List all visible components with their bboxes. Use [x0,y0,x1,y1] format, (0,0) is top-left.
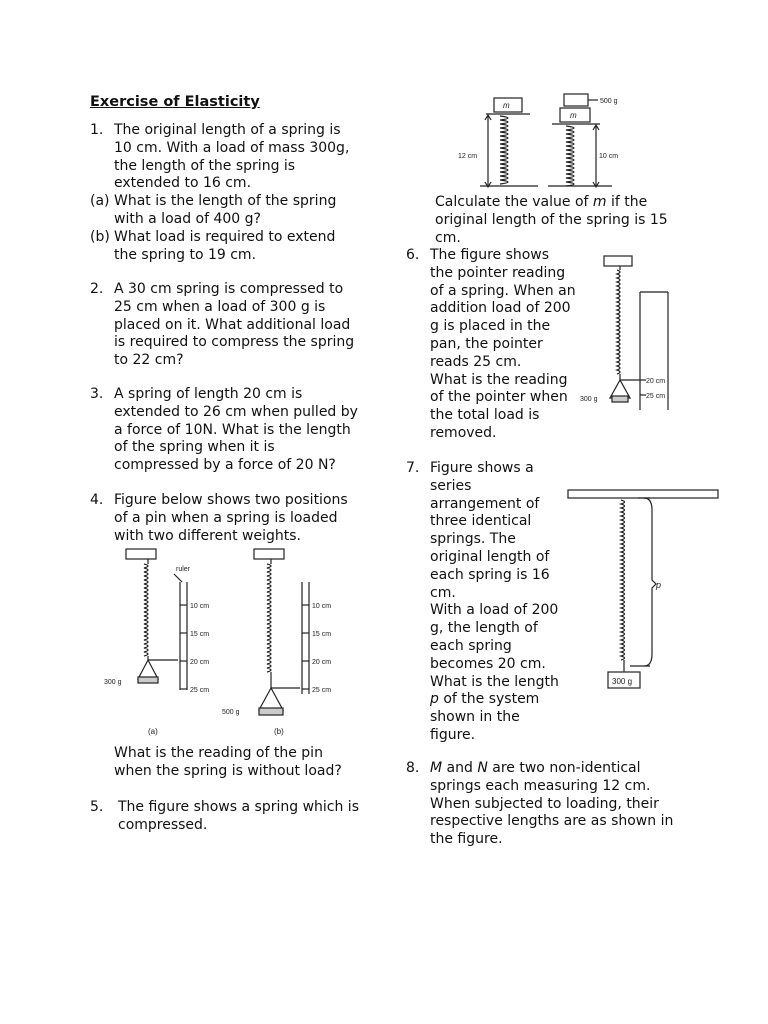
tick-label: 20 cm [646,378,666,385]
question-text: The figure shows the pointer reading of a spring. When an addition load of 200 g is placed in the pan, the pointer reads 25 cm. [430,247,576,370]
ruler-label: ruler [176,566,191,573]
caption-b: (b) [274,727,284,736]
question-text: The figure shows a spring which is compressed. [118,799,359,833]
subpart-label: (b) [90,228,110,245]
subpart-text: What load is required to extend the spring to 19 cm. [114,228,336,263]
question-number: 4. [90,492,104,508]
question-text [430,760,676,849]
prompt-text: What is the length [430,673,559,690]
load-label: 300 g [104,679,122,686]
length-label: 10 cm [599,153,619,160]
mass-label: m [570,111,577,120]
tick-label: 20 cm [190,659,210,666]
question-number: 3. [90,386,104,402]
spring [617,270,620,374]
question-number: 8. [406,760,420,776]
caption-a: (a) [148,727,158,736]
q7-figure [564,486,724,696]
spring-series [621,500,625,660]
load-label: 500 g [222,709,240,716]
tick-label: 25 cm [312,687,332,694]
spring [144,564,148,656]
question-number: 1. [90,122,104,138]
question-number: 7. [406,460,420,476]
p-label: p [656,580,662,590]
question-prompt: What is the reading of the pointer when the total load is removed. [430,371,568,441]
question-text: Figure below shows two positions of a pin when a spring is loaded with two different weights. [114,492,348,544]
question-8 [406,760,676,849]
tick-label: 10 cm [312,603,332,610]
spring [500,116,508,184]
spring [267,564,271,672]
question-5 [90,799,362,835]
question-text: With a load of 200 g, the length of each spring becomes 20 cm. [430,602,559,672]
tick-label: 25 cm [646,393,666,400]
question-3 [90,386,362,475]
spring-m-label: M [430,760,443,776]
subpart-text: What is the length of the spring with a load of 400 g? [114,193,337,227]
load-label: 300 g [612,677,633,686]
page-title: Exercise of Elasticity [90,94,260,110]
question-number: 2. [90,281,104,297]
question-text: A spring of length 20 cm is extended to 26 cm when pulled by a force of 10N. What is the length of the spring when it is compressed by a force of 20 N? [114,386,358,474]
load-label: 300 g [580,396,598,403]
text-fragment: and [442,760,478,776]
mass-label: m [503,101,510,110]
subpart-label: (a) [90,193,110,210]
q6-figure [576,250,676,420]
question-2 [90,281,362,370]
q5-figure [452,88,642,192]
question-prompt [406,674,562,745]
extra-load-label: 500 g [600,98,618,105]
question-6 [406,247,576,443]
tick-label: 25 cm [190,687,210,694]
q4-question: What is the reading of the pin when the spring is without load? [114,745,342,779]
tick-label: 10 cm [190,603,210,610]
calc-text: if the original length of the spring is 15 cm. [435,194,668,246]
question-number: 6. [406,247,420,263]
figure-b [254,549,309,715]
question-7 [406,460,562,745]
prompt-variable: p [430,691,439,708]
tick-label: 15 cm [190,631,210,638]
question-text: Figure shows a series arrangement of three identical springs. The original length of each spring is 16 cm. [430,460,550,601]
q4-figure [96,544,356,740]
spring [566,126,574,186]
tick-label: 20 cm [312,659,332,666]
question-text: The original length of a spring is 10 cm. With a load of mass 300g, the length of the spring is extended to 16 cm. [114,122,350,192]
q5-calculation [435,194,675,247]
calc-variable: m [592,194,607,210]
question-text: A 30 cm spring is compressed to 25 cm when a load of 300 g is placed on it. What additional load is required to compress the spring to 22 cm? [114,281,355,369]
question-number: 5. [90,799,104,815]
text-fragment: are two non-identical springs each measuring 12 cm. When subjected to loading, their respective lengths are as shown in the figure. [430,760,674,848]
question-4 [90,492,362,545]
question-1 [90,122,362,264]
prompt-text: of the system shown in the figure. [430,691,540,743]
calc-text: Calculate the value of [435,194,593,210]
tick-label: 15 cm [312,631,332,638]
length-label: 12 cm [458,153,478,160]
spring-n-label: N [477,760,488,776]
